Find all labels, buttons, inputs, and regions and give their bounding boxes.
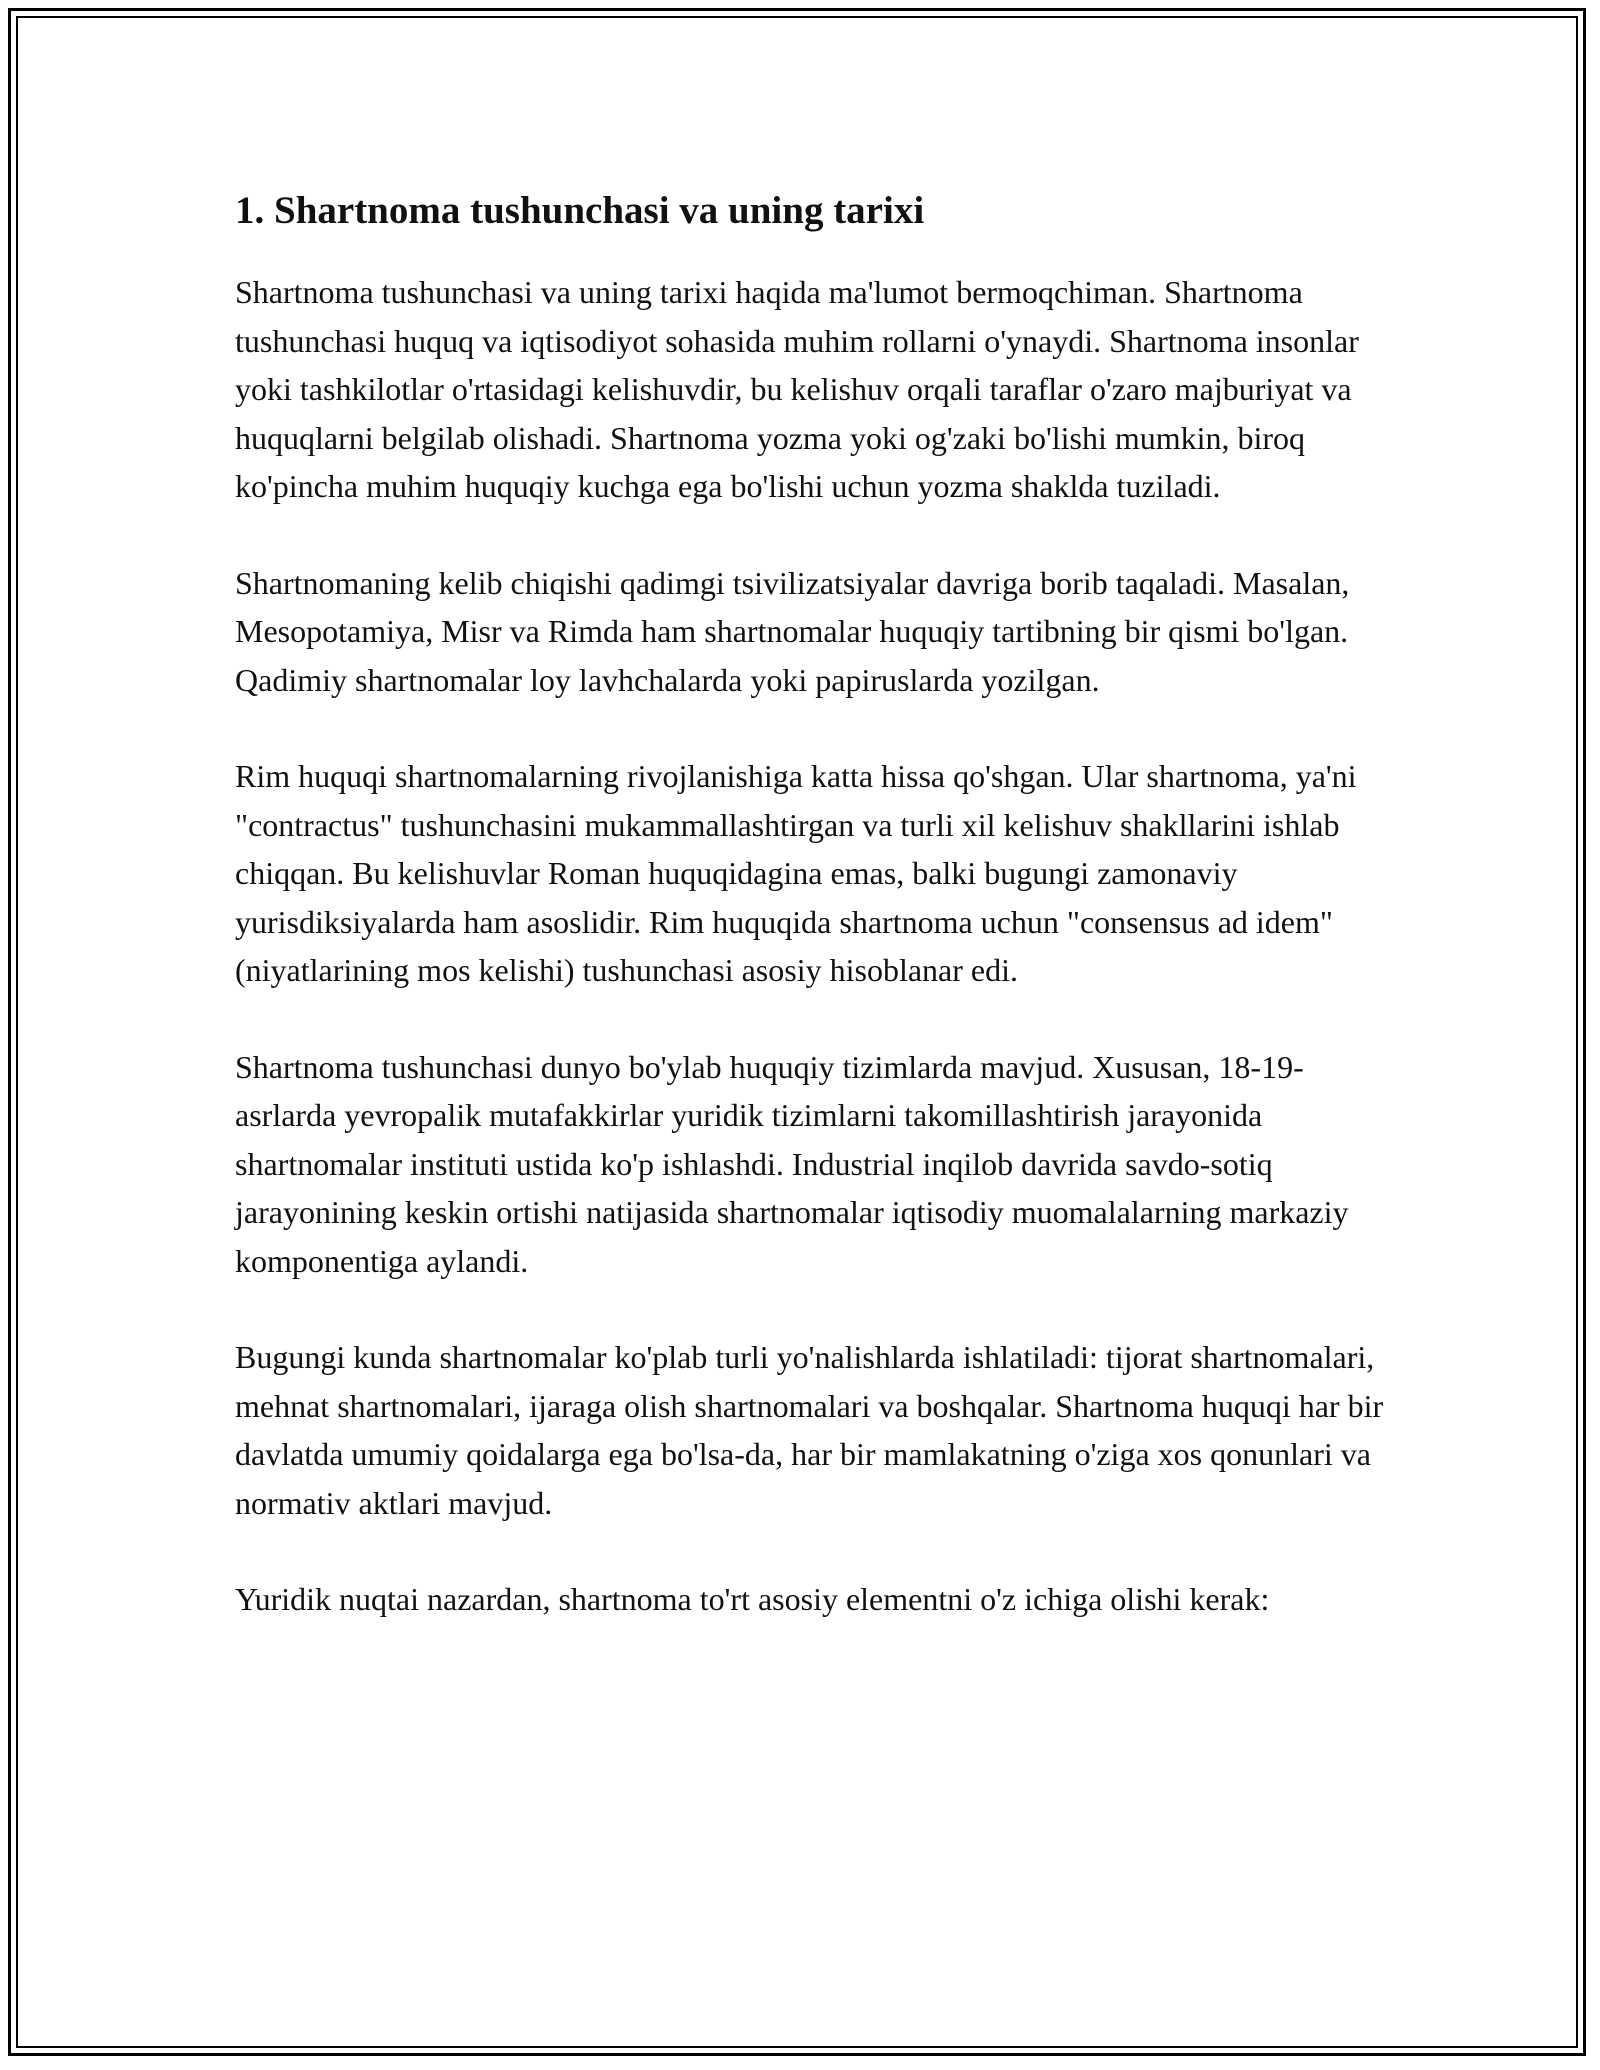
document-content — [235, 186, 1385, 1672]
section-heading: 1. Shartnoma tushunchasi va uning tarixi — [235, 189, 925, 232]
paragraph-origins: Shartnomaning kelib chiqishi qadimgi tsivilizatsiyalar davriga borib taqaladi. Masalan, Mesopotamiya, Misr va Rimda ham shartnomalar huquqiy tartibning bir qismi bo'lgan. Qadimiy shartnomalar loy lavhchalarda yoki papiruslarda yozilgan. — [235, 564, 1350, 698]
paragraph-roman-law: Rim huquqi shartnomalarning rivojlanishiga katta hissa qo'shgan. Ular shartnoma, ya'ni "contractus" tushunchasini mukammallashtirgan va turli xil kelishuv shakllarini ishlab chiqqan. Bu kelishuvlar Roman huquqidagina emas, balki bugungi zamonaviy yurisdiksiyalarda ham asoslidir. Rim huquqida shartnoma uchun "consensus ad idem" (niyatlarining mos kelishi) tushunchasi asosiy hisoblanar edi. — [235, 758, 1357, 988]
paragraph-current-usage: Bugungi kunda shartnomalar ko'plab turli yo'nalishlarda ishlatiladi: tijorat shartnomalari, mehnat shartnomalari, ijaraga olish shartnomalari va boshqalar. Shartnoma huquqi har bir davlatda umumiy qoidalarga ega bo'lsa-da, har bir mamlakatning o'ziga xos qonunlari va normativ aktlari mavjud. — [235, 1339, 1384, 1521]
paragraph-definition: Shartnoma tushunchasi va uning tarixi haqida ma'lumot bermoqchiman. Shartnoma tushunchasi huquq va iqtisodiyot sohasida muhim rollarni o'ynaydi. Shartnoma insonlar yoki tashkilotlar o'rtasidagi kelishuvdir, bu kelishuv orqali taraflar o'zaro majburiyat va huquqlarni belgilab olishadi. Shartnoma yozma yoki og'zaki bo'lishi mumkin, biroq ko'pincha muhim huquqiy kuchga ega bo'lishi uchun yozma shaklda tuziladi. — [235, 274, 1359, 504]
paragraph-legal-elements: Yuridik nuqtai nazardan, shartnoma to'rt asosiy elementni o'z ichiga olishi kerak: — [235, 1581, 1270, 1617]
paragraph-modern-history: Shartnoma tushunchasi dunyo bo'ylab huquqiy tizimlarda mavjud. Xususan, 18-19-asrlarda yevropalik mutafakkirlar yuridik tizimlarni takomillashtirish jarayonida shartnomalar instituti ustida ko'p ishlashdi. Industrial inqilob davrida savdo-sotiq jarayonining keskin ortishi natijasida shartnomalar iqtisodiy muomalalarning markaziy komponentiga aylandi. — [235, 1048, 1349, 1279]
